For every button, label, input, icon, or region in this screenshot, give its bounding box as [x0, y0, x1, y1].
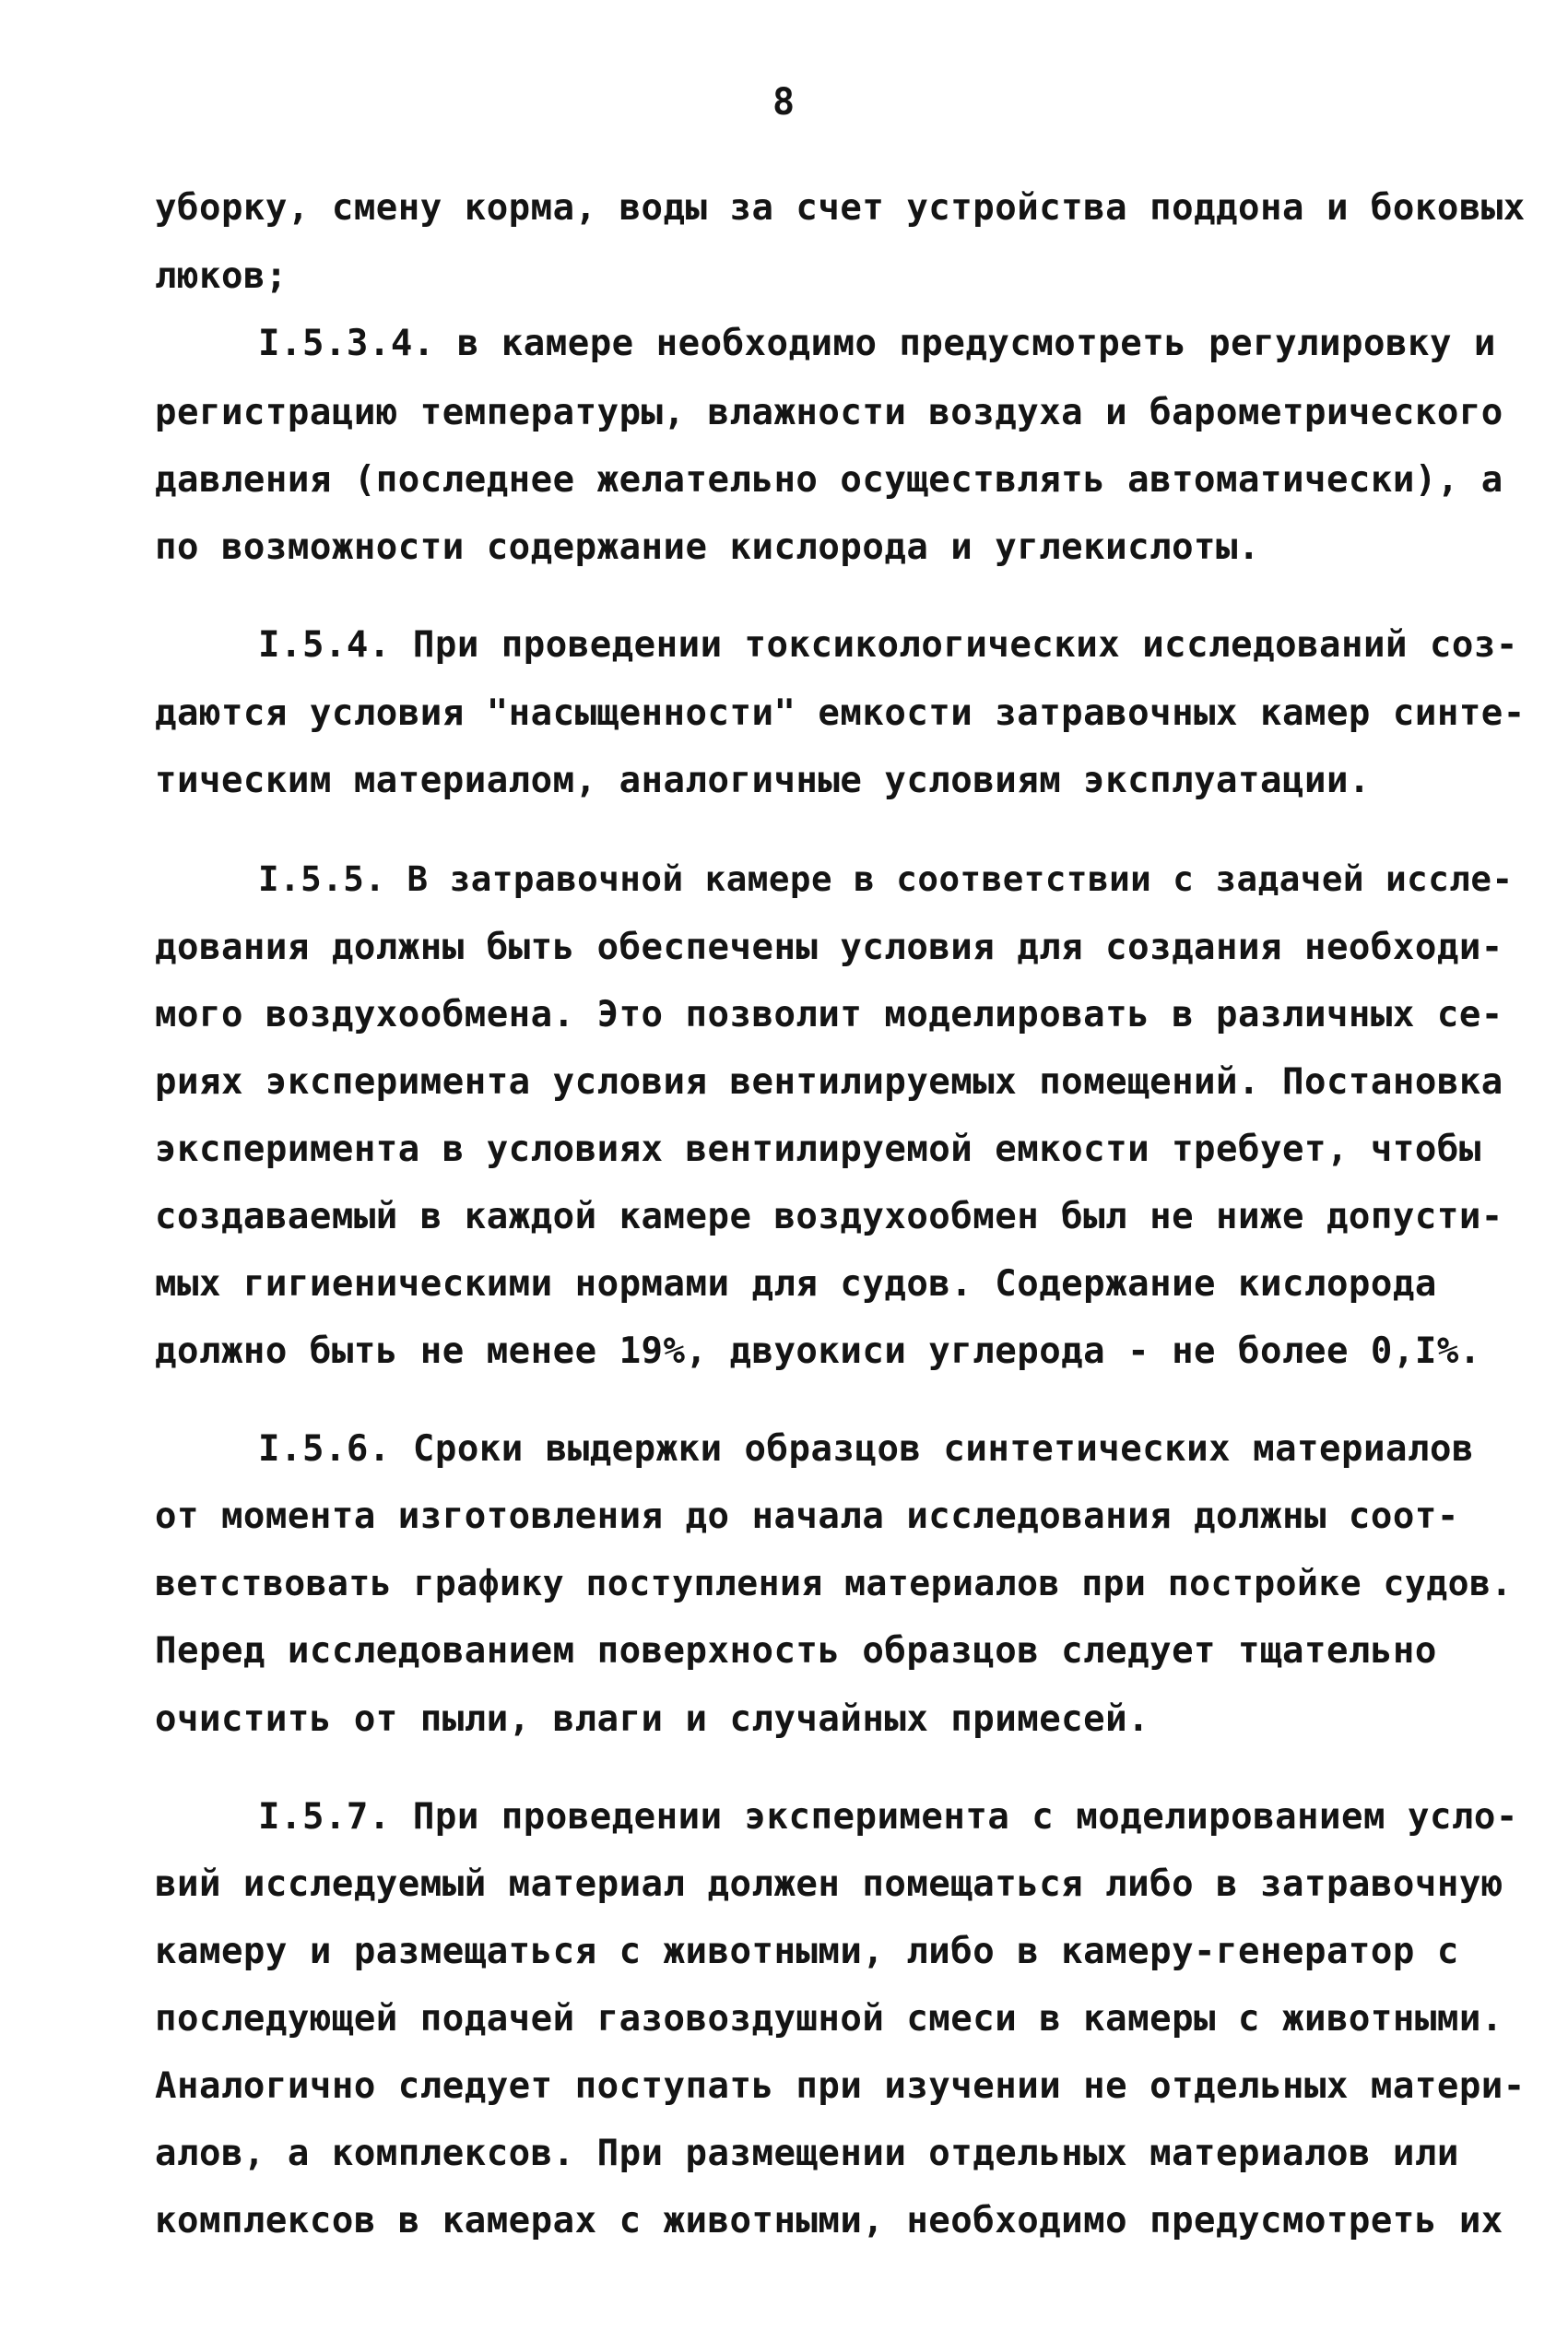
text-line: уборку, смену корма, воды за счет устройства поддона и боковых: [155, 187, 1526, 229]
text-line: даются условия "насыщенности" емкости затравочных камер синте-: [155, 692, 1526, 734]
text-line: I.5.6. Сроки выдержки образцов синтетических материалов: [258, 1428, 1474, 1470]
page-number: 8: [772, 81, 796, 124]
text-line: I.5.3.4. в камере необходимо предусмотреть регулировку и: [258, 323, 1496, 364]
text-line: регистрацию температуры, влажности воздуха и барометрического: [155, 392, 1503, 433]
text-line: от момента изготовления до начала исследования должны соот-: [155, 1496, 1459, 1537]
text-line: вий исследуемый материал должен помещаться либо в затравочную: [155, 1863, 1503, 1905]
text-line: риях эксперимента условия вентилируемых помещений. Постановка: [155, 1061, 1503, 1103]
text-line: создаваемый в каждой камере воздухообмен был не ниже допусти-: [155, 1196, 1503, 1237]
text-line: ветствовать графику поступления материалов при постройке судов.: [155, 1563, 1513, 1603]
text-line: люков;: [155, 255, 288, 297]
text-line: I.5.5. В затравочной камере в соответствии с задачей иссле-: [258, 858, 1514, 899]
text-line: дования должны быть обеспечены условия для создания необходи-: [155, 927, 1503, 968]
text-line: I.5.7. При проведении эксперимента с моделированием усло-: [258, 1796, 1518, 1838]
text-line: I.5.4. При проведении токсикологических исследований соз-: [258, 624, 1518, 666]
text-line: мого воздухообмена. Это позволит моделировать в различных се-: [155, 994, 1503, 1035]
text-line: давления (последнее желательно осуществлять автоматически), а: [155, 459, 1503, 501]
text-line: должно быть не менее 19%, двуокиси углерода - не более 0,I%.: [155, 1331, 1481, 1372]
text-line: камеру и размещаться с животными, либо в камеру-генератор с: [155, 1931, 1459, 1972]
text-line: последующей подачей газовоздушной смеси в камеры с животными.: [155, 1998, 1503, 2040]
text-line: тическим материалом, аналогичные условиям эксплуатации.: [155, 760, 1371, 801]
text-line: алов, а комплексов. При размещении отдельных материалов или: [155, 2133, 1459, 2174]
text-line: мых гигиеническими нормами для судов. Содержание кислорода: [155, 1263, 1437, 1305]
text-line: эксперимента в условиях вентилируемой емкости требует, чтобы: [155, 1129, 1481, 1170]
text-line: очистить от пыли, влаги и случайных примесей.: [155, 1698, 1150, 1740]
text-line: Аналогично следует поступать при изучении не отдельных матери-: [155, 2065, 1526, 2107]
text-line: Перед исследованием поверхность образцов следует тщательно: [155, 1630, 1437, 1672]
text-line: по возможности содержание кислорода и углекислоты.: [155, 526, 1260, 568]
text-line: комплексов в камерах с животными, необходимо предусмотреть их: [155, 2200, 1503, 2241]
